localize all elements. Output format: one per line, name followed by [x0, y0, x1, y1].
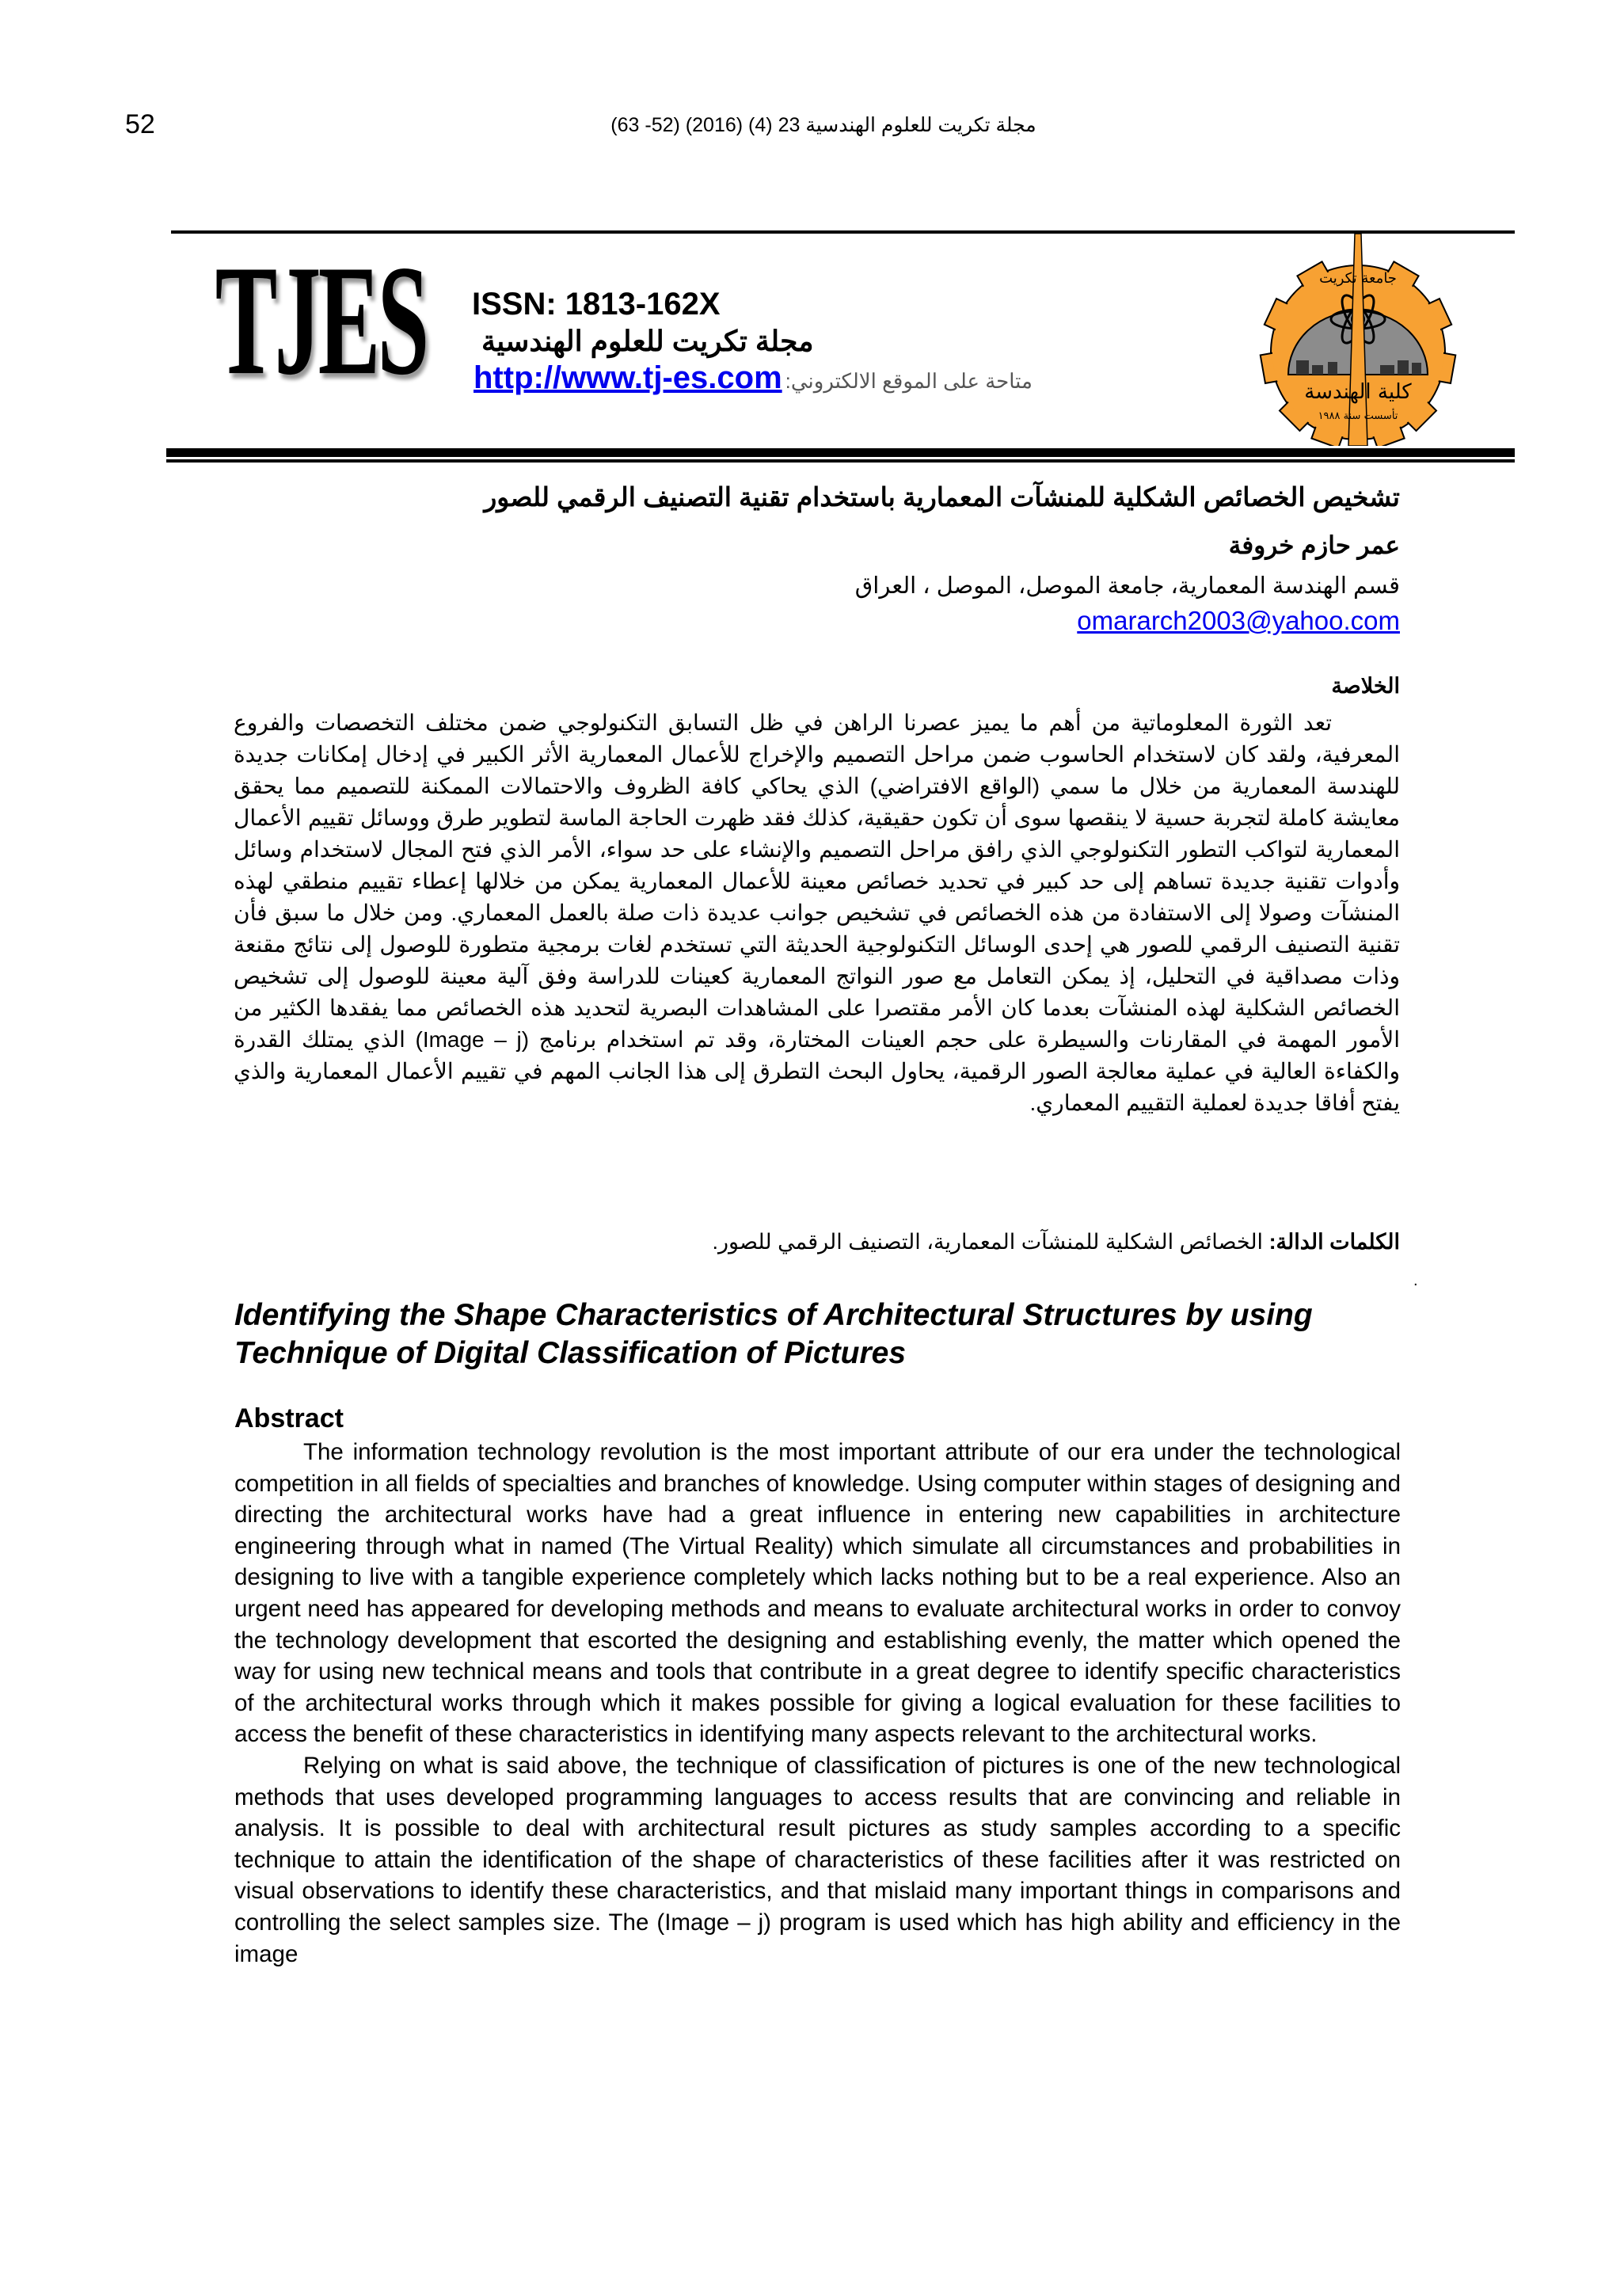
- tjes-logo-text: TJES: [215, 233, 427, 409]
- website-label: متاحة على الموقع الالكتروني:: [785, 369, 1033, 393]
- stray-dot: .: [1413, 1272, 1418, 1289]
- website-link[interactable]: http://www.tj-es.com: [474, 360, 782, 395]
- college-logo-university: جامعة تكريت: [1319, 270, 1397, 287]
- college-logo-college: كلية الهندسة: [1304, 380, 1412, 404]
- issn: ISSN: 1813-162X: [472, 287, 721, 322]
- abstract-en-paragraph: The information technology revolution is the most important attribute of our era under the technological competition in all fields of specialties and branches of knowledge. Using computer within stages of designing and directing the architectural works have had a great influence in entering new capabilities in architecture engineering through what in named (The Virtual Reality) which simulate all circumstances and probabilities in designing to live with a tangible experience completely which lacks nothing but to be a real experience. Also an urgent need has appeared for developing methods and means to evaluate architectural works in order to convoy the technology development that escorted the designing and establishing evenly, the matter which opened the way for using new technical means and tools that contribute in a great degree to identify specific characteristics of the architectural works through which it makes possible for giving a logical evaluation for these facilities to access the benefit of these characteristics in identifying many aspects relevant to the architectural works.: [234, 1439, 1401, 1748]
- author-affiliation-ar: قسم الهندسة المعمارية، جامعة الموصل، الموصل ، العراق: [854, 573, 1400, 599]
- college-logo: [1239, 234, 1477, 446]
- tjes-logo: [190, 233, 451, 409]
- page-number: 52: [125, 109, 155, 139]
- author-name-ar: عمر حازم خروفة: [1228, 531, 1400, 559]
- running-header: مجلة تكريت للعلوم الهندسية 23 (4) (2016) (52- 63): [610, 114, 1036, 136]
- article-title-en: Identifying the Shape Characteristics of Architectural Structures by using Technique of Digital Classification of Pictures: [234, 1298, 1313, 1370]
- college-gear-emblem-icon: [1239, 234, 1477, 446]
- keywords-ar-text: الخصائص الشكلية للمنشآت المعمارية، التصنيف الرقمي للصور.: [712, 1230, 1264, 1254]
- keywords-ar-label: الكلمات الدالة:: [1268, 1230, 1400, 1254]
- keywords-ar: [713, 1230, 1400, 1254]
- website-row: [474, 360, 1033, 396]
- abstract-en-body: [234, 1437, 1401, 1970]
- journal-name-ar: مجلة تكريت للعلوم الهندسية: [481, 325, 814, 357]
- abstract-ar-body: تعد الثورة المعلوماتية من أهم ما يميز عصرنا الراهن في ظل التسابق التكنولوجي ضمن مختلف التخصصات والفروع المعرفية، ولقد كان لاستخدام الحاسوب ضمن مراحل التصميم والإخراج للأعمال المعمارية الأثر الكبير في إدخال إمكانات جديدة للهندسة المعمارية من خلال ما سمي (الواقع الافتراضي) الذي يحاكي كافة الظروف والاحتمالات الممكنة للتصميم مما يحقق معايشة كاملة لتجربة حسية لا ينقصها سوى أن تكون حقيقية، كذلك فقد ظهرت الحاجة الماسة لتطوير طرق ووسائل تقييم الأعمال المعمارية لتواكب التطور التكنولوجي الذي رافق مراحل التصميم والإنشاء على حد سواء، الأمر الذي فتح المجال لاستخدام وسائل وأدوات تقنية جديدة تساهم إلى حد كبير في تحديد خصائص معينة للأعمال المعمارية يمكن من خلالها إعطاء تقييم منطقي لهذه المنشآت وصولا إلى الاستفادة من هذه الخصائص في تشخيص جوانب عديدة ذات صلة بالعمل المعماري. ومن خلال ما سبق فأن تقنية التصنيف الرقمي للصور هي إحدى الوسائل التكنولوجية الحديثة التي تستخدم لغات برمجية متطورة للوصول إلى نتائج مقنعة وذات مصداقية في التحليل، إذ يمكن التعامل مع صور النواتج المعمارية كعينات للدراسة وفق آلية معينة للوصول إلى تشخيص الخصائص الشكلية لهذه المنشآت بعدما كان الأمر مقتصرا على المشاهدات البصرية لتحديد هذه الخصائص مما يفقدها الكثير من الأمور المهمة في المقارنات والسيطرة على حجم العينات المختارة، وقد تم استخدام برنامج (Image – j) الذي يمتلك القدرة والكفاءة العالية في عملية معالجة الصور الرقمية، يحاول البحث التطرق إلى هذا الجانب المهم في تقييم الأعمال المعمارية والذي يفتح أفاقا جديدة لعملية التقييم المعماري.: [234, 710, 1401, 1115]
- masthead-bottom-rule-thin: [166, 459, 1515, 463]
- article-title-ar: تشخيص الخصائص الشكلية للمنشآت المعمارية باستخدام تقنية التصنيف الرقمي للصور: [484, 482, 1400, 512]
- abstract-ar-heading: الخلاصة: [1331, 674, 1400, 698]
- author-email-link[interactable]: omararch2003@yahoo.com: [1077, 606, 1400, 635]
- abstract-en-paragraph: Relying on what is said above, the technique of classification of pictures is one of the new technological methods that uses developed programming languages to access results that are convincing and reliable in analysis. It is possible to deal with architectural result pictures as study samples according to a specific technique to attain the identification of the shape of characteristics of these facilities after it was restricted on visual observations to identify these characteristics, and that mislaid many important things in comparisons and controlling the select samples size. The (Image – j) program is used which has high ability and efficiency in the image: [234, 1752, 1401, 1967]
- masthead-bottom-rule-thick: [166, 448, 1515, 457]
- college-logo-founded: تأسست سنة ١٩٨٨: [1318, 410, 1398, 422]
- abstract-en-heading: Abstract: [234, 1403, 344, 1433]
